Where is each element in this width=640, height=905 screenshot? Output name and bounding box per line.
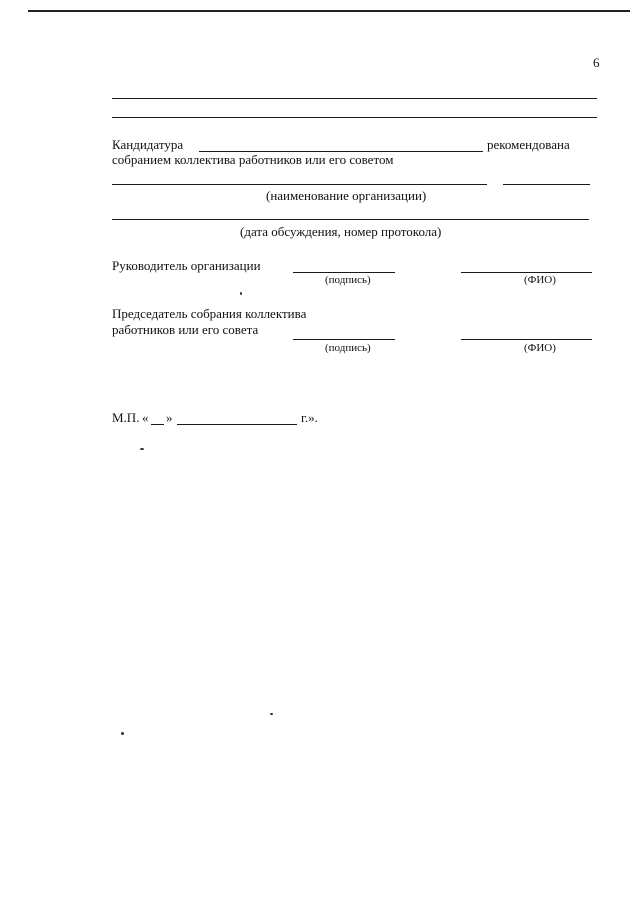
stamp-mp: М.П.: [112, 410, 140, 425]
head-signature-caption: (подпись): [325, 274, 371, 286]
blank-line-1: [112, 98, 597, 99]
page-number: 6: [593, 55, 600, 70]
organization-name-field[interactable]: [112, 184, 487, 185]
blank-line-2: [112, 117, 597, 118]
discussion-date-field[interactable]: [112, 219, 589, 220]
scan-artifact: [240, 292, 242, 295]
chairman-name-caption: (ФИО): [524, 342, 556, 354]
stamp-month-field[interactable]: [177, 424, 297, 425]
head-signature-field[interactable]: [293, 272, 395, 273]
candidacy-suffix: рекомендована: [487, 137, 570, 152]
head-name-caption: (ФИО): [524, 274, 556, 286]
scan-artifact: [270, 713, 273, 715]
head-of-org-label: Руководитель организации: [112, 258, 261, 273]
discussion-date-caption: (дата обсуждения, номер протокола): [240, 224, 442, 239]
organization-name-field-end: [503, 184, 590, 185]
scan-artifact: [121, 732, 124, 735]
top-border-line: [28, 10, 630, 12]
organization-name-caption: (наименование организации): [266, 188, 427, 203]
stamp-close-quote: »: [166, 410, 173, 425]
stamp-day-field[interactable]: [151, 424, 164, 425]
chairman-label-line2: работников или его совета: [112, 322, 259, 337]
scan-artifact: [140, 448, 144, 450]
chairman-label-line1: Председатель собрания коллектива: [112, 306, 307, 321]
stamp-open-quote: «: [142, 410, 149, 425]
chairman-signature-caption: (подпись): [325, 342, 371, 354]
chairman-signature-field[interactable]: [293, 339, 395, 340]
stamp-year-suffix: г.».: [301, 410, 318, 425]
candidacy-line2: собранием коллектива работников или его советом: [112, 152, 394, 167]
head-name-field[interactable]: [461, 272, 592, 273]
candidacy-prefix: Кандидатура: [112, 137, 184, 152]
chairman-name-field[interactable]: [461, 339, 592, 340]
